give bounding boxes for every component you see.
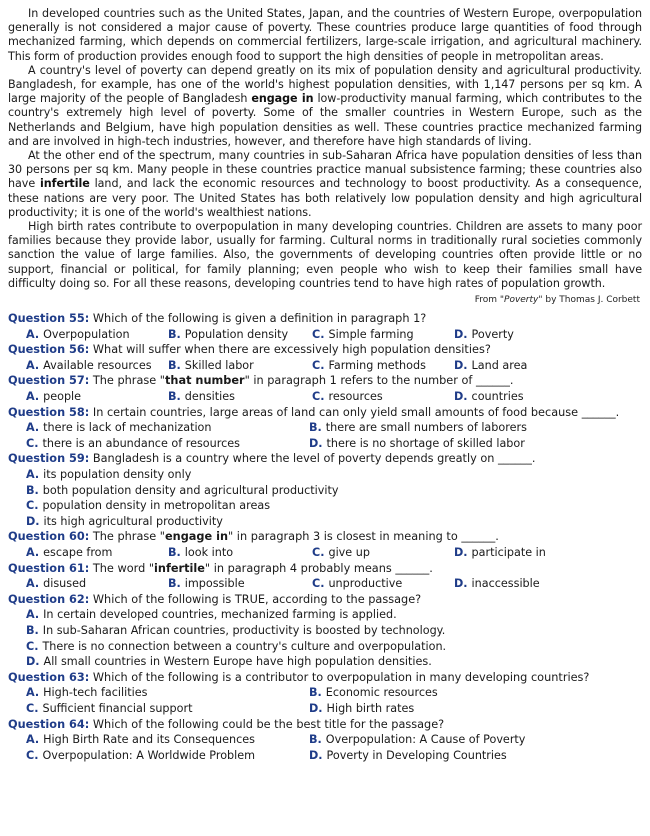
answer-option-d[interactable]: D. inaccessible [454, 577, 540, 591]
highlighted-word-infertile: infertile [40, 177, 90, 191]
answer-option-c[interactable]: C. Sufficient financial support [26, 701, 193, 715]
answer-option-d[interactable]: D. All small countries in Western Europe have high population densities. [26, 655, 432, 669]
question-label: Question 61: [8, 561, 90, 575]
answer-options [8, 467, 642, 529]
answer-options [8, 358, 642, 374]
answer-option-c[interactable]: C. Farming methods [312, 358, 426, 372]
answer-option-d[interactable]: D. Poverty [454, 327, 514, 341]
question-label: Question 56: [8, 343, 90, 357]
question-label: Question 62: [8, 592, 90, 606]
answer-option-c[interactable]: C. unproductive [312, 577, 403, 591]
answer-option-a[interactable]: A. escape from [26, 545, 113, 559]
answer-option-d[interactable]: D. there is no shortage of skilled labor [309, 436, 525, 450]
answer-option-a[interactable]: A. disused [26, 577, 87, 591]
question-stem: The phrase "that number" in paragraph 1 refers to the number of ______. [89, 374, 514, 388]
answer-option-c[interactable]: C. there is an abundance of resources [26, 436, 240, 450]
answer-options [8, 327, 642, 343]
question-64 [8, 717, 642, 764]
question-55 [8, 311, 642, 342]
answer-options [8, 420, 642, 451]
question-stem: The phrase "engage in" in paragraph 3 is closest in meaning to ______. [89, 530, 499, 544]
answer-option-a[interactable]: A. its population density only [26, 468, 192, 481]
highlighted-phrase-engage-in: engage in [251, 92, 314, 106]
answer-option-b[interactable]: B. Skilled labor [168, 358, 254, 372]
answer-options [8, 545, 642, 561]
passage-paragraph-1: In developed countries such as the United States, Japan, and the countries of Western Europe, overpopulation generally is not considered a major cause of poverty. These countries produce large quantities of food through mechanized farming, which depends on commercial fertilizers, large-scale irrigation, and agricultural machinery. This form of production provides enough food to support the high densities of people in metropolitan areas. [8, 7, 642, 63]
answer-options [8, 685, 642, 716]
answer-option-a[interactable]: A. Available resources [26, 358, 152, 372]
answer-option-d[interactable]: D. Land area [454, 358, 528, 372]
question-59 [8, 451, 642, 529]
question-stem: Which of the following is given a definition in paragraph 1? [89, 312, 427, 326]
answer-option-b[interactable]: B. look into [168, 545, 234, 559]
answer-option-a[interactable]: A. In certain developed countries, mechanized farming is applied. [26, 608, 397, 622]
question-label: Question 55: [8, 312, 90, 326]
answer-option-a[interactable]: A. High-tech facilities [26, 686, 148, 700]
question-label: Question 59: [8, 452, 90, 466]
answer-option-b[interactable]: B. Overpopulation: A Cause of Poverty [309, 733, 526, 747]
answer-options [8, 576, 642, 592]
question-stem: Which of the following could be the best title for the passage? [89, 717, 445, 731]
question-label: Question 60: [8, 530, 90, 544]
answer-option-c[interactable]: C. Simple farming [312, 327, 414, 341]
answer-option-c[interactable]: C. resources [312, 390, 383, 404]
question-58 [8, 405, 642, 452]
answer-option-a[interactable]: A. High Birth Rate and its Consequences [26, 733, 255, 747]
reading-passage [8, 7, 642, 306]
answer-option-d[interactable]: D. Poverty in Developing Countries [309, 748, 507, 762]
answer-option-d[interactable]: D. its high agricultural productivity [26, 514, 223, 528]
passage-paragraph-2: A country's level of poverty can depend greatly on its mix of population density and agricultural productivity. Bangladesh, for example, has one of the world's highest population densities, with 1,147 persons per sq km. A large majority of the people of Bangladesh engage in low-productivity manual farming, which contributes to the country's extremely high level of poverty. Some of the smaller countries in Western Europe, such as the Netherlands and Belgium, have high population densities as well. These countries practice mechanized farming and are involved in high-tech industries, however, and therefore have high standards of living. [8, 63, 642, 148]
answer-options [8, 389, 642, 405]
passage-paragraph-3: At the other end of the spectrum, many countries in sub-Saharan Africa have population densities of less than 30 persons per sq km. Many people in these countries practice manual subsistence farming; these countries also have infertile land, and lack the economic resources and technology to boost productivity. As a consequence, these nations are very poor. The United States has both relatively low population density and high agricultural productivity; it is one of the world's wealthiest nations. [8, 149, 642, 219]
question-stem: The word "infertile" in paragraph 4 probably means ______. [89, 561, 433, 575]
answer-option-b[interactable]: B. both population density and agricultural productivity [26, 483, 339, 497]
question-label: Question 58: [8, 405, 90, 419]
answer-option-c[interactable]: C. population density in metropolitan areas [26, 499, 271, 513]
question-stem: What will suffer when there are excessively high population densities? [89, 343, 491, 357]
answer-option-b[interactable]: B. In sub-Saharan African countries, productivity is boosted by technology. [26, 623, 446, 637]
question-63 [8, 670, 642, 717]
answer-option-a[interactable]: A. there is lack of mechanization [26, 421, 212, 435]
answer-option-d[interactable]: D. countries [454, 390, 524, 404]
answer-option-d[interactable]: D. High birth rates [309, 701, 415, 715]
passage-source: From "Poverty" by Thomas J. Corbett [474, 295, 640, 306]
question-label: Question 63: [8, 670, 90, 684]
question-label: Question 57: [8, 374, 90, 388]
answer-options [8, 607, 642, 669]
question-label: Question 64: [8, 717, 90, 731]
question-stem: Which of the following is a contributor to overpopulation in many developing countries? [89, 670, 590, 684]
question-57 [8, 373, 642, 404]
answer-option-d[interactable]: D. participate in [454, 545, 546, 559]
question-61 [8, 561, 642, 592]
passage-paragraph-4: High birth rates contribute to overpopulation in many developing countries. Children are assets to many poor families because they provide labor, usually for farming. Cultural norms in traditionally rural societies commonly sanction the value of large families. Also, the governments of developing countries often provide little or no support, financial or political, for family planning; even people who wish to keep their families small have difficulty doing so. For all these reasons, developing countries tend to have high rates of population growth. [8, 220, 642, 290]
question-62 [8, 592, 642, 670]
answer-option-b[interactable]: B. Population density [168, 327, 289, 341]
answer-option-b[interactable]: B. there are small numbers of laborers [309, 421, 527, 435]
answer-option-c[interactable]: C. give up [312, 545, 370, 559]
answer-option-a[interactable]: A. Overpopulation [26, 327, 130, 341]
question-stem: Which of the following is TRUE, according to the passage? [89, 592, 422, 606]
answer-option-c[interactable]: C. There is no connection between a country's culture and overpopulation. [26, 639, 447, 653]
answer-options [8, 732, 642, 763]
question-stem: Bangladesh is a country where the level of poverty depends greatly on ______. [89, 452, 536, 466]
answer-option-b[interactable]: B. impossible [168, 577, 245, 591]
answer-option-b[interactable]: B. Economic resources [309, 686, 438, 700]
answer-option-a[interactable]: A. people [26, 390, 82, 404]
answer-option-c[interactable]: C. Overpopulation: A Worldwide Problem [26, 748, 256, 762]
question-stem: In certain countries, large areas of land can only yield small amounts of food because ______. [89, 405, 620, 419]
answer-option-b[interactable]: B. densities [168, 390, 235, 404]
question-60 [8, 529, 642, 560]
question-56 [8, 342, 642, 373]
